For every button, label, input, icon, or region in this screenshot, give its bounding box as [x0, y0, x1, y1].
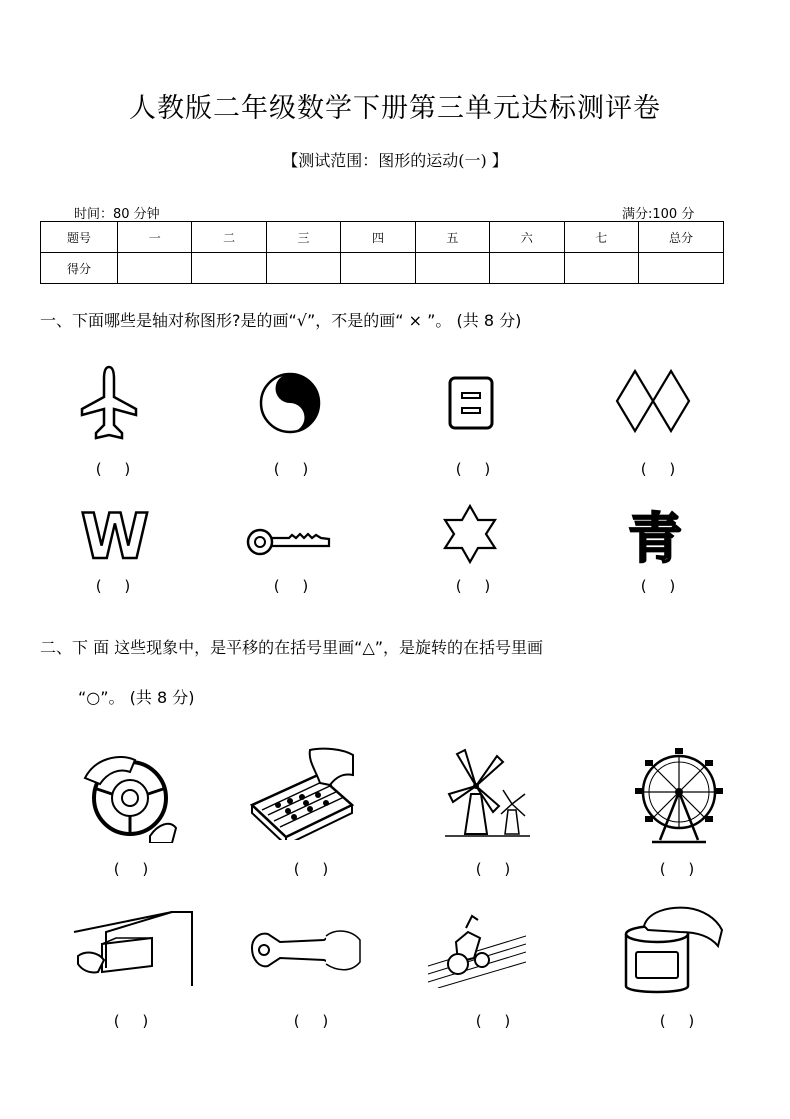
score-input-cell[interactable] [564, 253, 638, 284]
answer-paren[interactable]: ( ) [640, 460, 676, 478]
key-icon [245, 525, 333, 559]
score-table-score-row [41, 253, 724, 284]
answer-paren[interactable]: ( ) [475, 860, 511, 878]
answer-paren[interactable]: ( ) [455, 460, 491, 478]
score-row-label: 得分 [41, 253, 118, 284]
score-input-cell[interactable] [192, 253, 266, 284]
steering-wheel-icon [80, 748, 180, 843]
jar-lid-icon [618, 906, 726, 998]
page-title: 人教版二年级数学下册第三单元达标测评卷 [129, 93, 661, 124]
answer-paren[interactable]: ( ) [273, 460, 309, 478]
answer-paren[interactable]: ( ) [95, 460, 131, 478]
wrench-icon [240, 920, 362, 980]
yin-yang-icon [258, 371, 322, 435]
ferris-wheel-icon [630, 744, 728, 848]
score-header-cell: 二 [192, 222, 266, 253]
tractor-icon [428, 912, 526, 988]
score-header-cell: 七 [564, 222, 638, 253]
section1-question: 一、下面哪些是轴对称图形?是的画“√”，不是的画“ × ”。 (共 8 分) [40, 311, 522, 330]
rectangle-symbol-icon [447, 375, 495, 431]
score-input-cell[interactable] [639, 253, 724, 284]
answer-paren[interactable]: ( ) [475, 1012, 511, 1030]
answer-paren[interactable]: ( ) [455, 577, 491, 595]
answer-paren[interactable]: ( ) [293, 860, 329, 878]
page-subtitle: 【测试范围：图形的运动(一) 】 [282, 151, 508, 170]
score-table [40, 221, 724, 284]
section2-question-line2: “○”。 (共 8 分) [78, 688, 195, 707]
score-header-cell: 三 [266, 222, 340, 253]
score-header-cell: 六 [490, 222, 564, 253]
abacus-icon [248, 745, 358, 840]
answer-paren[interactable]: ( ) [640, 577, 676, 595]
score-input-cell[interactable] [341, 253, 415, 284]
answer-paren[interactable]: ( ) [273, 577, 309, 595]
full-score-label: 满分:100 分 [622, 207, 695, 222]
score-header-cell: 一 [118, 222, 192, 253]
letter-w-icon [80, 503, 150, 567]
airplane-icon [78, 363, 140, 443]
score-header-cell: 五 [415, 222, 489, 253]
double-diamond-icon [615, 369, 691, 433]
qing-character-text: 青 [628, 507, 682, 567]
answer-paren[interactable]: ( ) [113, 860, 149, 878]
answer-paren[interactable]: ( ) [113, 1012, 149, 1030]
score-header-cell: 题号 [41, 222, 118, 253]
time-label: 时间：80 分钟 [74, 207, 160, 222]
score-header-cell: 四 [341, 222, 415, 253]
answer-paren[interactable]: ( ) [293, 1012, 329, 1030]
section2-question-line1: 二、下 面 这些现象中，是平移的在括号里画“△”，是旋转的在括号里画 [40, 638, 544, 657]
letter-w-text: W [80, 503, 150, 567]
score-table-header-row [41, 222, 724, 253]
score-input-cell[interactable] [266, 253, 340, 284]
answer-paren[interactable]: ( ) [659, 860, 695, 878]
answer-paren[interactable]: ( ) [95, 577, 131, 595]
answer-paren[interactable]: ( ) [659, 1012, 695, 1030]
windmill-icon [445, 746, 530, 838]
drawer-icon [72, 908, 194, 988]
score-input-cell[interactable] [118, 253, 192, 284]
qing-character-icon [625, 501, 685, 567]
score-input-cell[interactable] [415, 253, 489, 284]
score-input-cell[interactable] [490, 253, 564, 284]
star-of-david-icon [440, 504, 500, 564]
score-header-cell: 总分 [639, 222, 724, 253]
